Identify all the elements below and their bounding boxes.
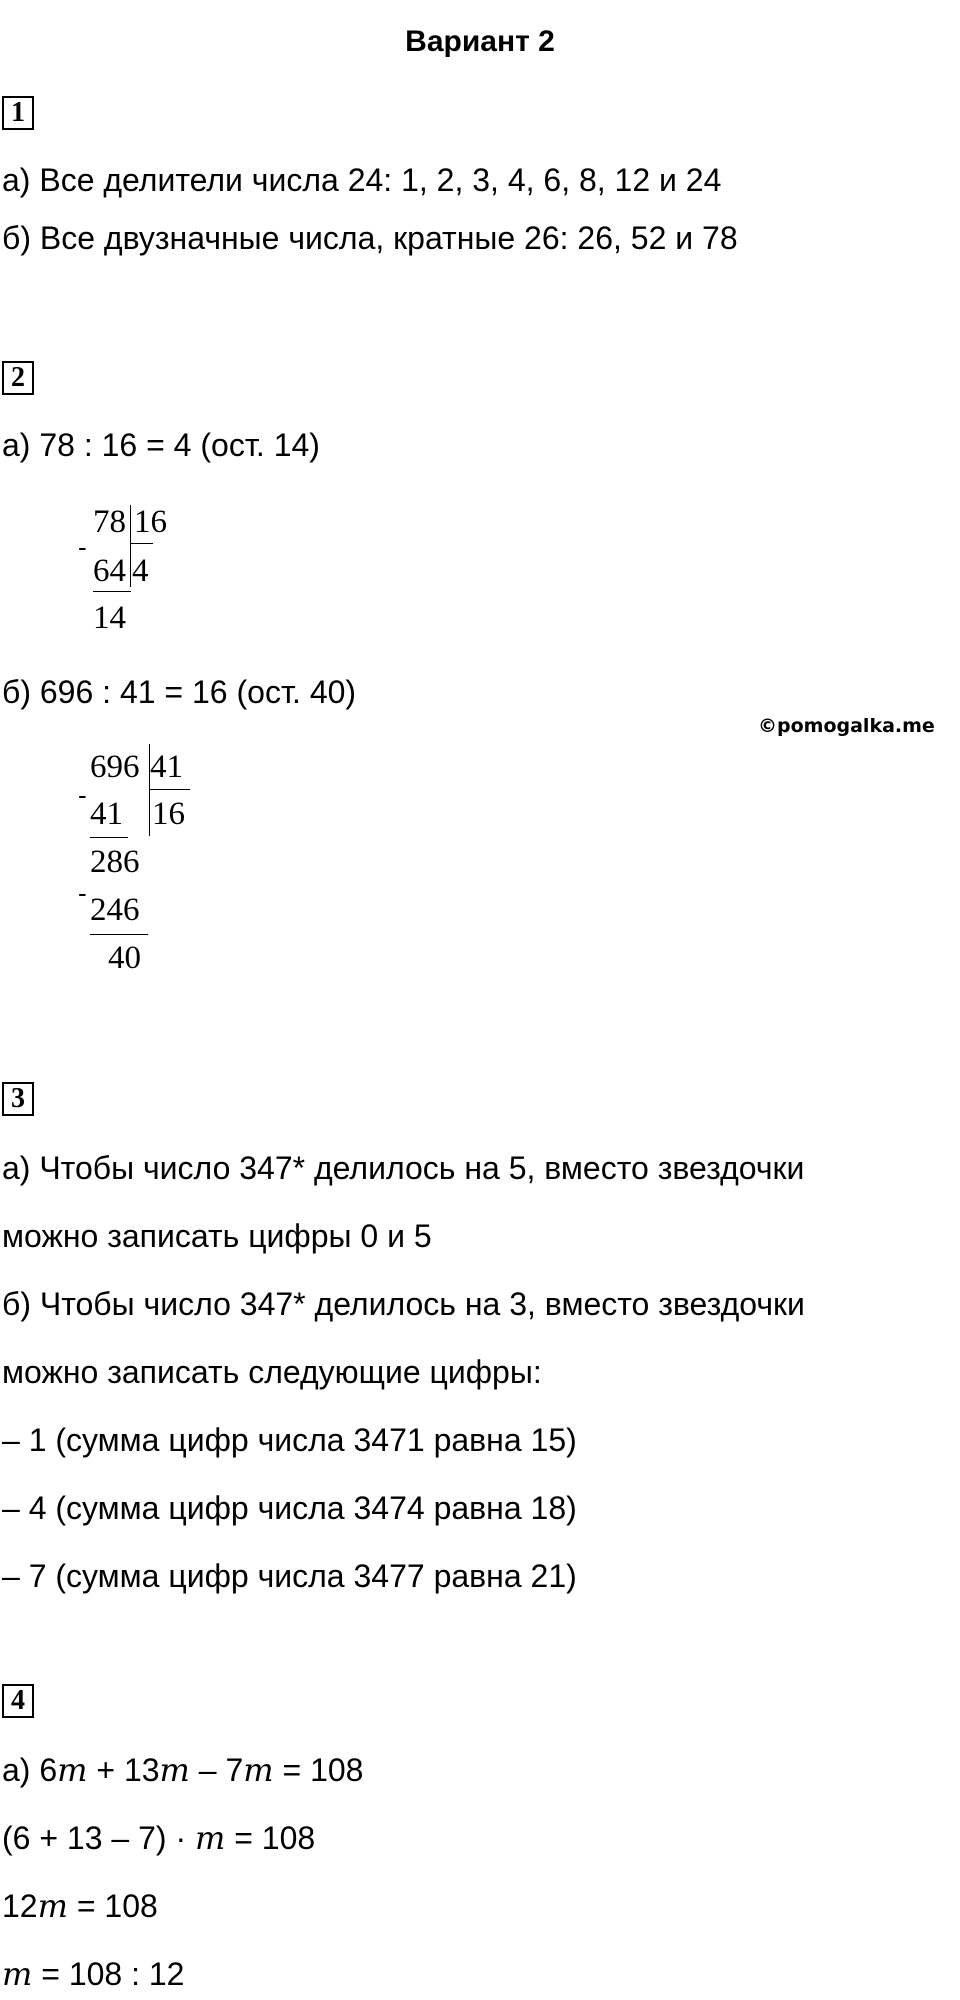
task-3-line: можно записать следующие цифры:: [2, 1354, 542, 1390]
div-b-vertical-bar: [149, 744, 150, 836]
div-b-subtract-bar-1: [90, 837, 128, 838]
task-4-number: 4: [2, 1684, 34, 1718]
div-b-subtrahend-2: 246: [90, 892, 140, 928]
div-a-vertical-bar: [130, 505, 131, 587]
div-b-subtrahend-1: 41: [90, 796, 123, 832]
div-b-quotient: 16: [152, 796, 185, 832]
div-b-remainder: 40: [108, 940, 141, 976]
task-4-line-3: 12m = 108: [2, 1887, 158, 1925]
task-3-line: – 1 (сумма цифр числа 3471 равна 15): [2, 1422, 577, 1458]
div-a-subtrahend: 64: [93, 553, 126, 589]
task-3-number: 3: [2, 1082, 34, 1116]
task-2-number: 2: [2, 361, 34, 395]
div-b-minus-2: -: [78, 878, 87, 908]
task-3-line: можно записать цифры 0 и 5: [2, 1218, 432, 1254]
task-3-line: – 7 (сумма цифр числа 3477 равна 21): [2, 1558, 577, 1594]
div-b-subtract-bar-2: [90, 934, 148, 935]
task-4-line-4: m = 108 : 12: [2, 1955, 185, 1993]
task-2-line-b: б) 696 : 41 = 16 (ост. 40): [2, 674, 357, 710]
div-a-divisor: 16: [134, 504, 167, 540]
div-b-divisor: 41: [150, 749, 183, 785]
div-a-remainder: 14: [93, 600, 126, 636]
watermark: ©pomogalka.me: [758, 715, 935, 737]
div-a-divisor-bar: [131, 543, 153, 544]
div-a-quotient: 4: [132, 553, 149, 589]
div-b-divisor-bar: [150, 789, 190, 790]
task-4-line-2: (6 + 13 – 7) · m = 108: [2, 1819, 316, 1857]
task-3-line: а) Чтобы число 347* делилось на 5, вместо звездочки: [2, 1150, 805, 1186]
div-b-intermediate: 286: [90, 844, 140, 880]
page-title: Вариант 2: [405, 25, 555, 58]
task-3-line: – 4 (сумма цифр числа 3474 равна 18): [2, 1490, 577, 1526]
div-b-minus-1: -: [78, 780, 87, 810]
task-1-line-b: б) Все двузначные числа, кратные 26: 26, 52 и 78: [2, 220, 738, 256]
task-4-line-1: а) 6m + 13m – 7m = 108: [2, 1751, 364, 1789]
task-1-number: 1: [2, 96, 34, 130]
task-1-line-a: а) Все делители числа 24: 1, 2, 3, 4, 6, 8, 12 и 24: [2, 162, 722, 198]
task-2-line-a: а) 78 : 16 = 4 (ост. 14): [2, 427, 320, 463]
div-b-dividend: 696: [90, 749, 140, 785]
div-a-dividend: 78: [93, 504, 126, 540]
task-3-line: б) Чтобы число 347* делилось на 3, вместо звездочки: [2, 1286, 805, 1322]
div-a-minus: -: [78, 532, 87, 562]
div-a-subtract-bar: [93, 591, 131, 592]
